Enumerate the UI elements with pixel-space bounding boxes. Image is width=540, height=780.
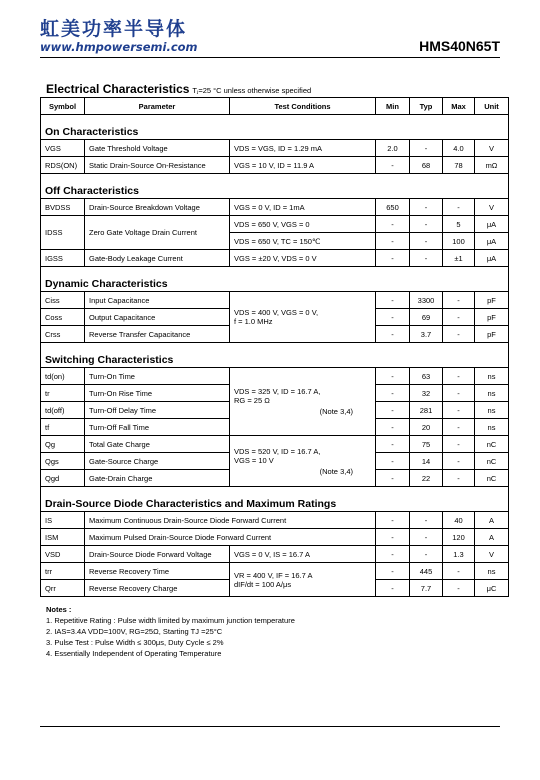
parameter-cell: Turn-Off Fall Time [85, 419, 230, 436]
symbol-cell: BVDSS [41, 199, 85, 216]
condition-line: RG = 25 Ω [234, 396, 270, 405]
col-min: Min [376, 98, 410, 115]
min-cell: 650 [376, 199, 410, 216]
parameter-cell: Maximum Pulsed Drain-Source Diode Forward Current [85, 529, 376, 546]
condition-line: VGS = 10 V [234, 455, 274, 465]
symbol-cell: Crss [41, 326, 85, 343]
parameter-cell: Output Capacitance [85, 309, 230, 326]
note-ref: (Note 3,4) [319, 466, 353, 476]
section-heading: On Characteristics [41, 115, 509, 140]
typ-cell: 14 [410, 453, 443, 470]
unit-cell: μC [475, 580, 509, 597]
table-row [41, 368, 509, 385]
unit-cell: ns [475, 385, 509, 402]
max-cell: - [443, 470, 475, 487]
table-row [41, 563, 509, 580]
unit-cell: pF [475, 326, 509, 343]
unit-cell: ns [475, 563, 509, 580]
symbol-cell: tf [41, 419, 85, 436]
typ-cell: - [410, 546, 443, 563]
unit-cell: ns [475, 402, 509, 419]
symbol-cell: trr [41, 563, 85, 580]
min-cell: - [376, 470, 410, 487]
parameter-cell: Zero Gate Voltage Drain Current [85, 216, 230, 250]
min-cell: - [376, 436, 410, 453]
parameter-cell: Gate-Drain Charge [85, 470, 230, 487]
max-cell: 4.0 [443, 140, 475, 157]
min-cell: - [376, 563, 410, 580]
max-cell: - [443, 563, 475, 580]
max-cell: 5 [443, 216, 475, 233]
typ-cell: - [410, 216, 443, 233]
condition-cell: VGS = 10 V, ID = 11.9 A [230, 157, 376, 174]
typ-cell: 3.7 [410, 326, 443, 343]
condition-cell [230, 563, 376, 597]
unit-cell: mΩ [475, 157, 509, 174]
symbol-cell: IS [41, 512, 85, 529]
condition-cell: VGS = 0 V, ID = 1mA [230, 199, 376, 216]
typ-cell: 445 [410, 563, 443, 580]
section-heading: Dynamic Characteristics [41, 267, 509, 292]
note-item: 2. IAS=3.4A VDD=100V, RG=25Ω, Starting TJ =25°C [46, 627, 223, 636]
typ-cell: 75 [410, 436, 443, 453]
condition-cell [230, 292, 376, 343]
table-row [41, 250, 509, 267]
condition-cell: VDS = 650 V, TC = 150℃ [230, 233, 376, 250]
min-cell: - [376, 292, 410, 309]
parameter-cell: Gate-Body Leakage Current [85, 250, 230, 267]
condition-cell [230, 368, 376, 436]
typ-cell: 68 [410, 157, 443, 174]
typ-cell: 3300 [410, 292, 443, 309]
max-cell: - [443, 419, 475, 436]
max-cell: 78 [443, 157, 475, 174]
max-cell: - [443, 292, 475, 309]
electrical-characteristics-table [40, 97, 509, 597]
typ-cell: - [410, 529, 443, 546]
condition-cell: VGS = ±20 V, VDS = 0 V [230, 250, 376, 267]
parameter-cell: Turn-Off Delay Time [85, 402, 230, 419]
note-item: 3. Pulse Test : Pulse Width ≤ 300μs, Duty Cycle ≤ 2% [46, 638, 224, 647]
unit-cell: pF [475, 292, 509, 309]
table-row [41, 546, 509, 563]
symbol-cell: tr [41, 385, 85, 402]
parameter-cell: Reverse Recovery Charge [85, 580, 230, 597]
col-max: Max [443, 98, 475, 115]
unit-cell: V [475, 546, 509, 563]
condition-cell: VGS = 0 V, IS = 16.7 A [230, 546, 376, 563]
symbol-cell: Ciss [41, 292, 85, 309]
symbol-cell: VGS [41, 140, 85, 157]
notes-heading: Notes : [46, 605, 72, 614]
table-row [41, 140, 509, 157]
unit-cell: ns [475, 419, 509, 436]
title-condition: Tⱼ=25 °C unless otherwise specified [192, 86, 312, 95]
parameter-cell: Maximum Continuous Drain-Source Diode Forward Current [85, 512, 376, 529]
section-heading: Drain-Source Diode Characteristics and Maximum Ratings [41, 487, 509, 512]
unit-cell: A [475, 512, 509, 529]
min-cell: - [376, 580, 410, 597]
max-cell: 1.3 [443, 546, 475, 563]
title-main: Electrical Characteristics [46, 82, 190, 96]
symbol-cell: Qrr [41, 580, 85, 597]
parameter-cell: Total Gate Charge [85, 436, 230, 453]
typ-cell: 20 [410, 419, 443, 436]
max-cell: - [443, 199, 475, 216]
condition-cell: VDS = 650 V, VGS = 0 [230, 216, 376, 233]
symbol-cell: Qgd [41, 470, 85, 487]
col-test-conditions: Test Conditions [230, 98, 376, 115]
table-row [41, 199, 509, 216]
max-cell: 40 [443, 512, 475, 529]
table-row [41, 512, 509, 529]
col-parameter: Parameter [85, 98, 230, 115]
footer-rule [40, 726, 500, 727]
max-cell: - [443, 385, 475, 402]
condition-line: f = 1.0 MHz [234, 317, 273, 326]
parameter-cell: Reverse Recovery Time [85, 563, 230, 580]
condition-line: VDS = 325 V, ID = 16.7 A, [234, 387, 321, 396]
max-cell: ±1 [443, 250, 475, 267]
min-cell: 2.0 [376, 140, 410, 157]
parameter-cell: Input Capacitance [85, 292, 230, 309]
symbol-cell: ISM [41, 529, 85, 546]
parameter-cell: Turn-On Time [85, 368, 230, 385]
max-cell: 100 [443, 233, 475, 250]
symbol-cell: VSD [41, 546, 85, 563]
max-cell: - [443, 580, 475, 597]
typ-cell: 69 [410, 309, 443, 326]
table-row [41, 216, 509, 233]
brand-name-cn: 虹美功率半导体 [40, 18, 188, 40]
symbol-cell: Coss [41, 309, 85, 326]
note-item: 4. Essentially Independent of Operating Temperature [46, 649, 222, 658]
parameter-cell: Reverse Transfer Capacitance [85, 326, 230, 343]
symbol-cell: IDSS [41, 216, 85, 250]
col-typ: Typ [410, 98, 443, 115]
header-rule [40, 57, 500, 58]
max-cell: - [443, 326, 475, 343]
col-symbol: Symbol [41, 98, 85, 115]
parameter-cell: Gate Threshold Voltage [85, 140, 230, 157]
condition-cell [230, 436, 376, 487]
condition-line: VDS = 520 V, ID = 16.7 A, [234, 446, 321, 456]
symbol-cell: IGSS [41, 250, 85, 267]
part-number: HMS40N65T [419, 38, 500, 54]
typ-cell: 32 [410, 385, 443, 402]
condition-line: VDS = 400 V, VGS = 0 V, [234, 308, 319, 317]
min-cell: - [376, 529, 410, 546]
condition-line: dIF/dt = 100 A/μs [234, 579, 292, 589]
note-ref: (Note 3,4) [319, 407, 353, 416]
typ-cell: 63 [410, 368, 443, 385]
note-item: 1. Repetitive Rating : Pulse width limited by maximum junction temperature [46, 616, 295, 625]
unit-cell: nC [475, 453, 509, 470]
min-cell: - [376, 368, 410, 385]
unit-cell: μA [475, 216, 509, 233]
unit-cell: ns [475, 368, 509, 385]
symbol-cell: td(off) [41, 402, 85, 419]
max-cell: - [443, 402, 475, 419]
max-cell: - [443, 453, 475, 470]
symbol-cell: Qgs [41, 453, 85, 470]
section-heading: Switching Characteristics [41, 343, 509, 368]
unit-cell: nC [475, 470, 509, 487]
max-cell: 120 [443, 529, 475, 546]
typ-cell: - [410, 512, 443, 529]
table-row [41, 157, 509, 174]
min-cell: - [376, 546, 410, 563]
company-logo [40, 18, 198, 54]
symbol-cell: td(on) [41, 368, 85, 385]
parameter-cell: Static Drain-Source On-Resistance [85, 157, 230, 174]
max-cell: - [443, 309, 475, 326]
unit-cell: pF [475, 309, 509, 326]
parameter-cell: Drain-Source Diode Forward Voltage [85, 546, 230, 563]
max-cell: - [443, 436, 475, 453]
symbol-cell: Qg [41, 436, 85, 453]
typ-cell: - [410, 140, 443, 157]
typ-cell: - [410, 250, 443, 267]
typ-cell: 281 [410, 402, 443, 419]
min-cell: - [376, 419, 410, 436]
notes-block [46, 604, 295, 659]
unit-cell: μA [475, 250, 509, 267]
min-cell: - [376, 157, 410, 174]
symbol-cell: RDS(ON) [41, 157, 85, 174]
table-row [41, 292, 509, 309]
min-cell: - [376, 250, 410, 267]
parameter-cell: Turn-On Rise Time [85, 385, 230, 402]
section-heading: Off Characteristics [41, 174, 509, 199]
unit-cell: μA [475, 233, 509, 250]
typ-cell: 22 [410, 470, 443, 487]
typ-cell: - [410, 233, 443, 250]
min-cell: - [376, 453, 410, 470]
min-cell: - [376, 385, 410, 402]
unit-cell: V [475, 199, 509, 216]
unit-cell: V [475, 140, 509, 157]
unit-cell: A [475, 529, 509, 546]
min-cell: - [376, 309, 410, 326]
typ-cell: - [410, 199, 443, 216]
min-cell: - [376, 216, 410, 233]
parameter-cell: Drain-Source Breakdown Voltage [85, 199, 230, 216]
header-row [41, 98, 509, 115]
min-cell: - [376, 402, 410, 419]
min-cell: - [376, 233, 410, 250]
col-unit: Unit [475, 98, 509, 115]
table-row [41, 529, 509, 546]
condition-line: VR = 400 V, IF = 16.7 A [234, 570, 313, 580]
table-row [41, 436, 509, 453]
min-cell: - [376, 512, 410, 529]
table-title [46, 82, 311, 96]
max-cell: - [443, 368, 475, 385]
parameter-cell: Gate-Source Charge [85, 453, 230, 470]
min-cell: - [376, 326, 410, 343]
unit-cell: nC [475, 436, 509, 453]
brand-url: www.hmpowersemi.com [40, 40, 198, 54]
typ-cell: 7.7 [410, 580, 443, 597]
condition-cell: VDS = VGS, ID = 1.29 mA [230, 140, 376, 157]
